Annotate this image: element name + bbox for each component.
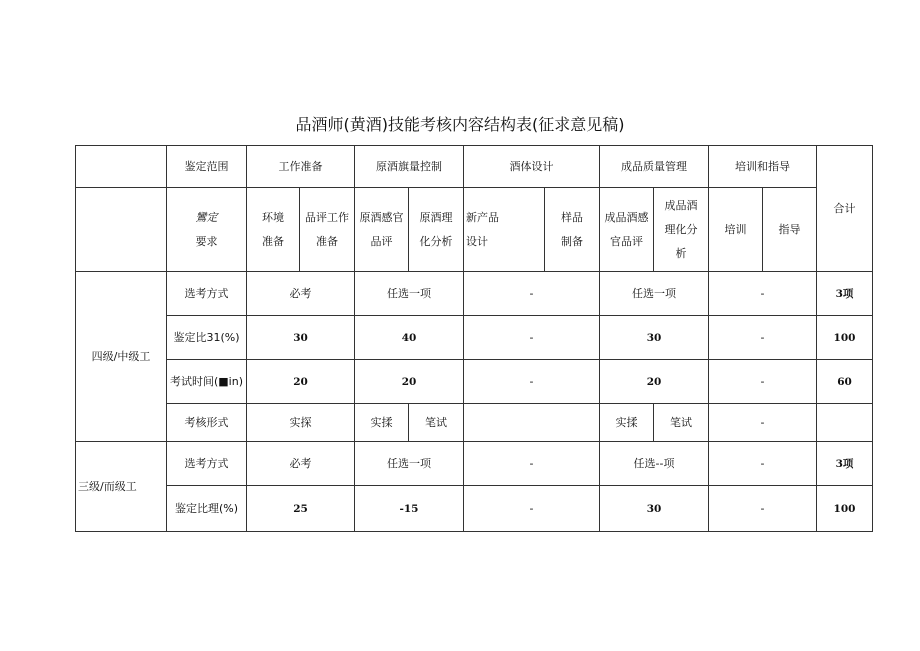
l4-time-product: 20 (600, 360, 709, 404)
l4-ratio-train: - (709, 316, 817, 360)
l3-ratio-raw: -15 (355, 486, 464, 532)
header-group-prep: 工作准备 (247, 146, 355, 188)
l4-ratio-total: 100 (817, 316, 873, 360)
l4-method-train: - (709, 272, 817, 316)
header-group-design: 酒体设计 (464, 146, 600, 188)
sub-env-prep: 环境 准备 (247, 188, 300, 272)
l4-ratio-prep: 30 (247, 316, 355, 360)
l3-method-label: 选考方式 (167, 442, 247, 486)
corner-cell (76, 146, 167, 188)
sub-sample: 样品 制备 (545, 188, 600, 272)
sub-new-product: 新产品 设计 (464, 188, 545, 272)
l4-form-train: - (709, 404, 817, 442)
req-line1: 鸞定 (195, 210, 218, 224)
sub-eval-prep: 品评工作 准备 (300, 188, 355, 272)
l4-method-label: 选考方式 (167, 272, 247, 316)
l4-method-prep: 必考 (247, 272, 355, 316)
l3-method-design: - (464, 442, 600, 486)
sub-product-sensory: 成品酒感 官品评 (600, 188, 654, 272)
l4-time-design: - (464, 360, 600, 404)
l4-form-raw-b: 笔试 (409, 404, 464, 442)
l4-ratio-design: - (464, 316, 600, 360)
document-title: 品酒师(黄酒)技能考核内容结构表(征求意见稿) (295, 115, 625, 134)
l4-method-product: 任选一项 (600, 272, 709, 316)
sub-raw-chem: 原酒理 化分析 (409, 188, 464, 272)
l4-time-label: 考试时间(■in) (167, 360, 247, 404)
l4-ratio-raw: 40 (355, 316, 464, 360)
l4-form-prep: 实探 (247, 404, 355, 442)
l4-time-prep: 20 (247, 360, 355, 404)
header-scope: 鉴定范围 (167, 146, 247, 188)
level4-name: 四级/中级工 (76, 272, 167, 442)
l3-method-prep: 必考 (247, 442, 355, 486)
header-group-product: 成品质量管理 (600, 146, 709, 188)
sub-guidance: 指导 (763, 188, 817, 272)
header-group-raw: 原酒旗量控制 (355, 146, 464, 188)
l3-ratio-train: - (709, 486, 817, 532)
l4-form-label: 考核形式 (167, 404, 247, 442)
header-requirement (167, 188, 247, 272)
l3-ratio-design: - (464, 486, 600, 532)
l3-ratio-prep: 25 (247, 486, 355, 532)
l3-ratio-label: 鉴定比理(%) (167, 486, 247, 532)
l4-time-train: - (709, 360, 817, 404)
corner-cell-2 (76, 188, 167, 272)
l4-form-raw-a: 实揉 (355, 404, 409, 442)
l4-time-total: 60 (817, 360, 873, 404)
l3-method-total: 3项 (817, 442, 873, 486)
l3-method-raw: 任选一项 (355, 442, 464, 486)
l4-method-total: 3项 (817, 272, 873, 316)
l4-ratio-label: 鉴定比31(%) (167, 316, 247, 360)
l4-method-raw: 任选一项 (355, 272, 464, 316)
l4-form-total (817, 404, 873, 442)
assessment-structure-table (75, 145, 873, 532)
l3-ratio-total: 100 (817, 486, 873, 532)
l3-ratio-product: 30 (600, 486, 709, 532)
l4-method-design: - (464, 272, 600, 316)
header-group-train: 培训和指导 (709, 146, 817, 188)
sub-product-chem: 成品酒 理化分 析 (654, 188, 709, 272)
l3-method-product: 任选--项 (600, 442, 709, 486)
sub-training: 培训 (709, 188, 763, 272)
l4-ratio-product: 30 (600, 316, 709, 360)
sub-raw-sensory: 原酒感官 品评 (355, 188, 409, 272)
level3-name: 三级/而级工 (76, 442, 167, 532)
l4-form-product-b: 笔试 (654, 404, 709, 442)
l4-time-raw: 20 (355, 360, 464, 404)
l4-form-design (464, 404, 600, 442)
req-line2: 要求 (195, 234, 218, 248)
l3-method-train: - (709, 442, 817, 486)
header-total: 合计 (817, 146, 873, 272)
l4-form-product-a: 实揉 (600, 404, 654, 442)
